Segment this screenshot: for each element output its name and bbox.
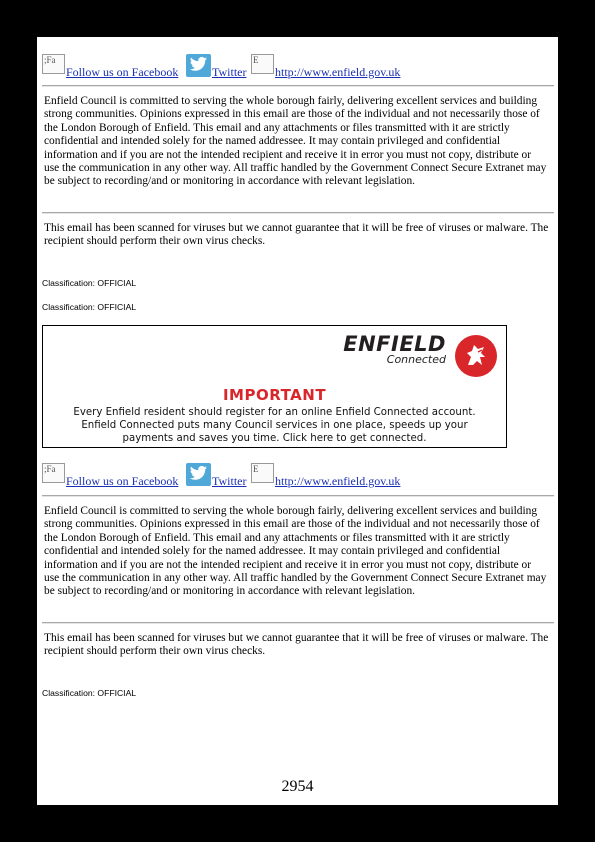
website-icon[interactable]: E: [251, 463, 274, 483]
banner-line: payments and saves you time. Click here to get connected.: [122, 433, 427, 444]
divider: [42, 622, 554, 624]
facebook-icon[interactable]: ;Fa: [42, 54, 65, 74]
brand-name: ENFIELD: [343, 332, 446, 356]
brand-subtitle: Connected: [386, 353, 446, 366]
dragon-logo-icon: [455, 335, 497, 377]
website-link[interactable]: http://www.enfield.gov.uk: [275, 65, 401, 79]
social-links-row: [42, 463, 555, 491]
facebook-link[interactable]: Follow us on Facebook: [66, 65, 179, 79]
page-number: 2954: [281, 778, 314, 795]
website-icon[interactable]: E: [251, 54, 274, 74]
divider: [42, 212, 554, 214]
virus-notice-text: This email has been scanned for viruses but we cannot guarantee that it will be free of viruses or malware. The recipient should perform their own virus checks.: [44, 632, 549, 658]
twitter-icon[interactable]: [186, 54, 211, 77]
classification-label: Classification: OFFICIAL: [42, 278, 137, 288]
banner-line: Enfield Connected puts many Council services in one place, speeds up your: [81, 420, 468, 431]
facebook-icon[interactable]: ;Fa: [42, 463, 65, 483]
email-page: [37, 37, 558, 805]
website-link[interactable]: http://www.enfield.gov.uk: [275, 474, 401, 488]
banner-heading: IMPORTANT: [222, 386, 327, 404]
divider: [42, 85, 554, 87]
classification-label: Classification: OFFICIAL: [42, 302, 137, 312]
disclaimer-text: Enfield Council is committed to serving the whole borough fairly, delivering excellent services and building strong communities. Opinions expressed in this email are those of the individual and not necessarily those of the London Borough of Enfield. This email and any attachments or files transmitted with it are strictly confidential and intended solely for the named addressee. It may contain privileged and confidential information and if you are not the intended recipient and receive it in error you must not copy, distribute or use the communication in any other way. All traffic handled by the Government Connect Secure Extranet may be subject to recording/and or monitoring in accordance with relevant legislation.: [44, 505, 547, 598]
twitter-icon[interactable]: [186, 463, 211, 486]
brand-wordmark: [343, 332, 446, 366]
facebook-link[interactable]: Follow us on Facebook: [66, 474, 179, 488]
twitter-link[interactable]: Twitter: [212, 474, 247, 488]
divider: [42, 495, 554, 497]
disclaimer-text: Enfield Council is committed to serving the whole borough fairly, delivering excellent services and building strong communities. Opinions expressed in this email are those of the individual and not necessarily those of the London Borough of Enfield. This email and any attachments or files transmitted with it are strictly confidential and intended solely for the named addressee. It may contain privileged and confidential information and if you are not the intended recipient and receive it in error you must not copy, distribute or use the communication in any other way. All traffic handled by the Government Connect Secure Extranet may be subject to recording/and or monitoring in accordance with relevant legislation.: [44, 95, 547, 188]
classification-label: Classification: OFFICIAL: [42, 688, 137, 698]
banner-line: Every Enfield resident should register for an online Enfield Connected account.: [73, 407, 476, 418]
twitter-link[interactable]: Twitter: [212, 65, 247, 79]
virus-notice-text: This email has been scanned for viruses but we cannot guarantee that it will be free of viruses or malware. The recipient should perform their own virus checks.: [44, 222, 549, 248]
enfield-connected-banner[interactable]: [42, 325, 507, 448]
social-links-row: [42, 54, 555, 82]
